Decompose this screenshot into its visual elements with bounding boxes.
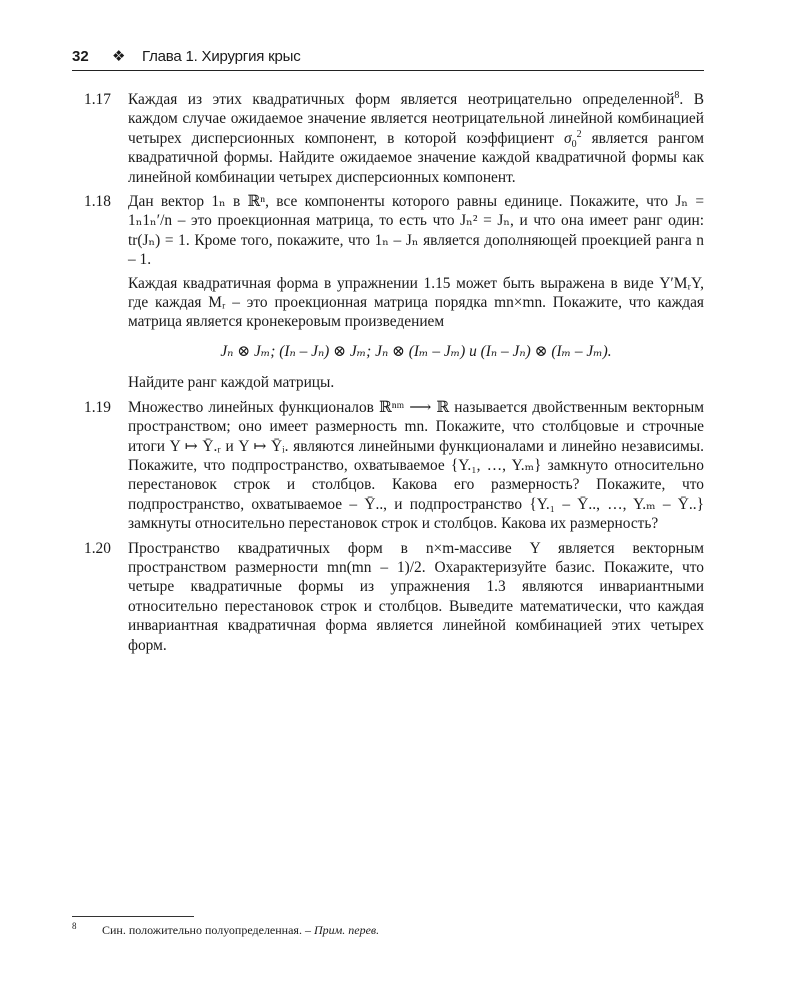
exercise-text: Пространство квадратичных форм в n×m-массиве Y является векторным пространством размерности mn(mn – 1)/2. Охарактеризуйте базис. Покажите, что четыре квадратичные формы из упражнения 1.3 являются инвариантными относительно перестановок строк и столбцов. Выведите математически, что каждая инвариантная квадратичная форма является линейной комбинацией этих четырех форм.	[128, 539, 704, 654]
footnote-ref[interactable]: 8	[674, 89, 680, 101]
exercise-number: 1.20	[84, 539, 111, 557]
footnote-text: Син. положительно полуопределенная. – Прим. перев.	[102, 923, 380, 937]
exercise-text: Дан вектор 1ₙ в ℝⁿ, все компоненты которого равны единице. Покажите, что Jₙ = 1ₙ1ₙ′/n – это проекционная матрица, то есть что Jₙ² = Jₙ, и что она имеет ранг один: tr(Jₙ) = 1. Кроме того, покажите, что 1ₙ – Jₙ является дополняющей проекцией ранга n – 1.	[128, 193, 704, 269]
page-number: 32	[72, 48, 89, 65]
exercise-1-19	[84, 398, 704, 534]
chapter-title: Глава 1. Хирургия крыс	[142, 48, 301, 65]
exercise-number: 1.19	[84, 398, 111, 416]
exercise-1-20	[84, 539, 704, 655]
running-header	[72, 48, 704, 71]
kronecker-formula: Jₙ ⊗ Jₘ; (Iₙ – Jₙ) ⊗ Jₘ; Jₙ ⊗ (Iₘ – Jₘ) и (Iₙ – Jₙ) ⊗ (Iₘ – Jₘ).	[220, 342, 612, 360]
exercise-1-18	[84, 192, 704, 393]
exercise-text: Каждая из этих квадратичных форм является неотрицательно определенной$^8$. В каждом случае ожидаемое значение является неотрицательной линейной комбинацией четырех дисперсионных компонент, в которой коэффициент $\sigma_0^2$ является рангом квадратичной формы. Найдите ожидаемое значение каждой квадратичной формы как линейной комбинации четырех дисперсионных компонент.	[128, 89, 704, 186]
exercise-text: Множество линейных функционалов ℝⁿᵐ ⟶ ℝ называется двойственным векторным пространством; оно имеет размерность mn. Покажите, что столбцовые и строчные итоги Y ↦ Ȳ.ᵣ и Y ↦ Ȳᵢ. являются линейными функционалами и линейно независимы. Покажите, что подпространство, охватываемое {Y.₁, …, Y.ₘ} замкнуто относительно перестановок строк и столбцов. Какова его размерность? Покажите, что подпространство, охватываемое – Ȳ.., и подпространство {Y.₁ – Ȳ.., …, Y.ₘ – Ȳ..} замкнуты относительно перестановок строк и столбцов. Какова их размерность?	[128, 398, 704, 533]
page-body	[84, 90, 704, 660]
footnote-divider	[72, 916, 194, 917]
ornament-icon: ❖	[112, 48, 126, 65]
exercise-text: Каждая квадратичная форма в упражнении 1.15 может быть выражена в виде Y′MᵣY, где каждая Mᵣ – это проекционная матрица порядка mn×mn. Покажите, что каждая матрица является кронекеровым произведением	[128, 274, 704, 331]
exercise-1-17	[84, 90, 704, 187]
footnote-number: 8	[72, 921, 77, 931]
exercise-number: 1.18	[84, 193, 111, 211]
exercise-text: Найдите ранг каждой матрицы.	[128, 374, 335, 392]
exercise-number: 1.17	[84, 91, 111, 108]
